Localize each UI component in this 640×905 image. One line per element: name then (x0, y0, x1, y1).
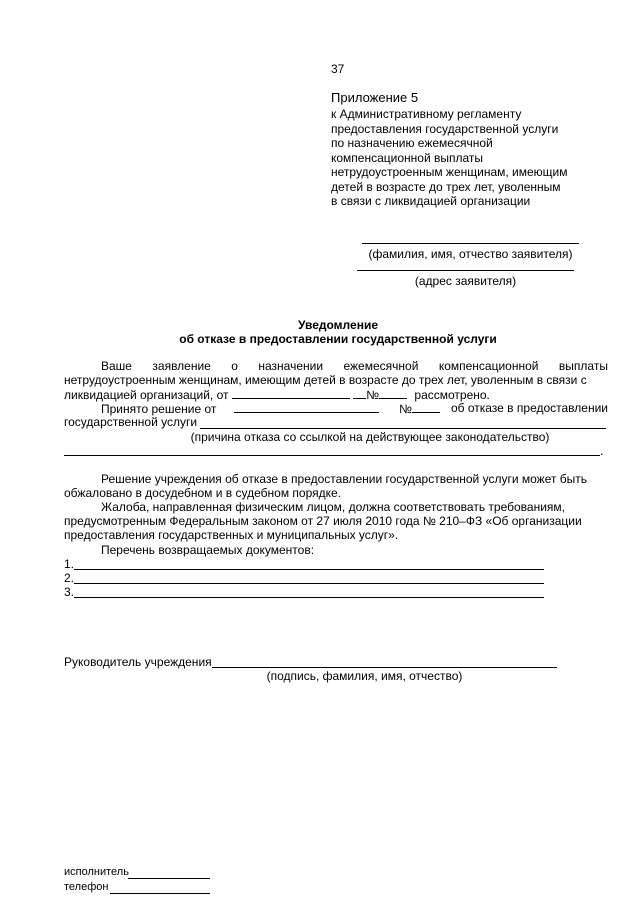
period: . (600, 444, 604, 458)
word: компенсационной (438, 359, 539, 373)
appendix-block (331, 90, 611, 209)
text: рассмотрено. (414, 388, 490, 402)
application-date-field[interactable] (232, 387, 350, 399)
refusal-reason-line[interactable] (200, 428, 606, 429)
phone-line[interactable] (110, 893, 210, 894)
phone-label: телефон (64, 881, 109, 893)
signature-line[interactable] (212, 667, 557, 668)
paragraph-4-line-3: предоставления государственных и муниципальных услуг». (64, 528, 399, 542)
applicant-name-caption: (фамилия, имя, отчество заявителя) (368, 247, 573, 261)
paragraph-3-line-2: обжаловано в досудебном и в судебном порядке. (64, 486, 342, 500)
executor-label: исполнитель (64, 866, 129, 878)
page-number: 37 (331, 62, 345, 76)
application-number-field[interactable] (379, 387, 407, 399)
list-item-number: 1. (64, 557, 75, 571)
word: выплаты (558, 359, 608, 373)
number-sign: № (366, 388, 380, 402)
decision-number-field[interactable] (412, 401, 440, 413)
word: заявление (152, 359, 211, 373)
document-line-2[interactable] (74, 583, 544, 584)
appendix-line: предоставления государственной услуги (331, 121, 559, 136)
text: об отказе в предоставлении (450, 401, 608, 415)
paragraph-3-line-1: Решение учреждения об отказе в предоставлении государственной услуги может быть (101, 472, 588, 486)
appendix-line: детей в возрасте до трех лет, уволенным (331, 179, 561, 194)
document-line-3[interactable] (74, 597, 544, 598)
notice-title: Уведомление (297, 318, 378, 332)
appendix-line: нетрудоустроенным женщинам, имеющим (331, 165, 568, 179)
word: о (231, 359, 238, 373)
paragraph-2-line-2: государственной услуги (64, 415, 198, 429)
signature-label: Руководитель учреждения (64, 655, 212, 669)
text: ликвидацией организаций, от (64, 388, 229, 402)
paragraph-1-line-2: нетрудоустроенным женщинам, имеющим детей в возрасте до трех лет, уволенным в связи с (64, 373, 587, 387)
notice-subtitle: об отказе в предоставлении государственной услуги (179, 332, 497, 346)
document-line-1[interactable] (74, 569, 544, 570)
appendix-line: компенсационной выплаты (331, 150, 484, 165)
paragraph-1-line-1 (101, 359, 608, 374)
refusal-reason-caption: (причина отказа со ссылкой на действующее законодательство) (190, 430, 550, 444)
list-item-number: 3. (64, 585, 75, 599)
appendix-line: в связи с ликвидацией организации (331, 194, 531, 208)
executor-line[interactable] (128, 878, 210, 879)
signature-caption: (подпись, фамилия, имя, отчество) (266, 669, 463, 683)
paragraph-4-line-1: Жалоба, направленная физическим лицом, должна соответствовать требованиям, (101, 500, 565, 514)
word: ежемесячной (343, 359, 419, 373)
text: Принято решение от (101, 402, 217, 416)
appendix-title: Приложение 5 (331, 90, 419, 105)
application-number-prefix-field[interactable] (353, 387, 366, 399)
appendix-line: по назначению ежемесячной (331, 136, 493, 150)
word: назначении (258, 359, 324, 373)
number-sign: № (399, 402, 412, 416)
refusal-reason-line-2[interactable] (64, 455, 600, 456)
applicant-address-caption: (адрес заявителя) (414, 274, 517, 288)
documents-list-title: Перечень возвращаемых документов: (101, 543, 315, 557)
applicant-name-line (362, 243, 579, 244)
list-item-number: 2. (64, 571, 75, 585)
word: Ваше (101, 359, 132, 373)
decision-date-field[interactable] (234, 401, 379, 413)
paragraph-4-line-2: предусмотренным Федеральным законом от 27 июля 2010 года № 210–ФЗ «Об организации (64, 514, 582, 528)
appendix-line: к Административному регламенту (331, 107, 522, 121)
applicant-address-line (357, 270, 574, 271)
